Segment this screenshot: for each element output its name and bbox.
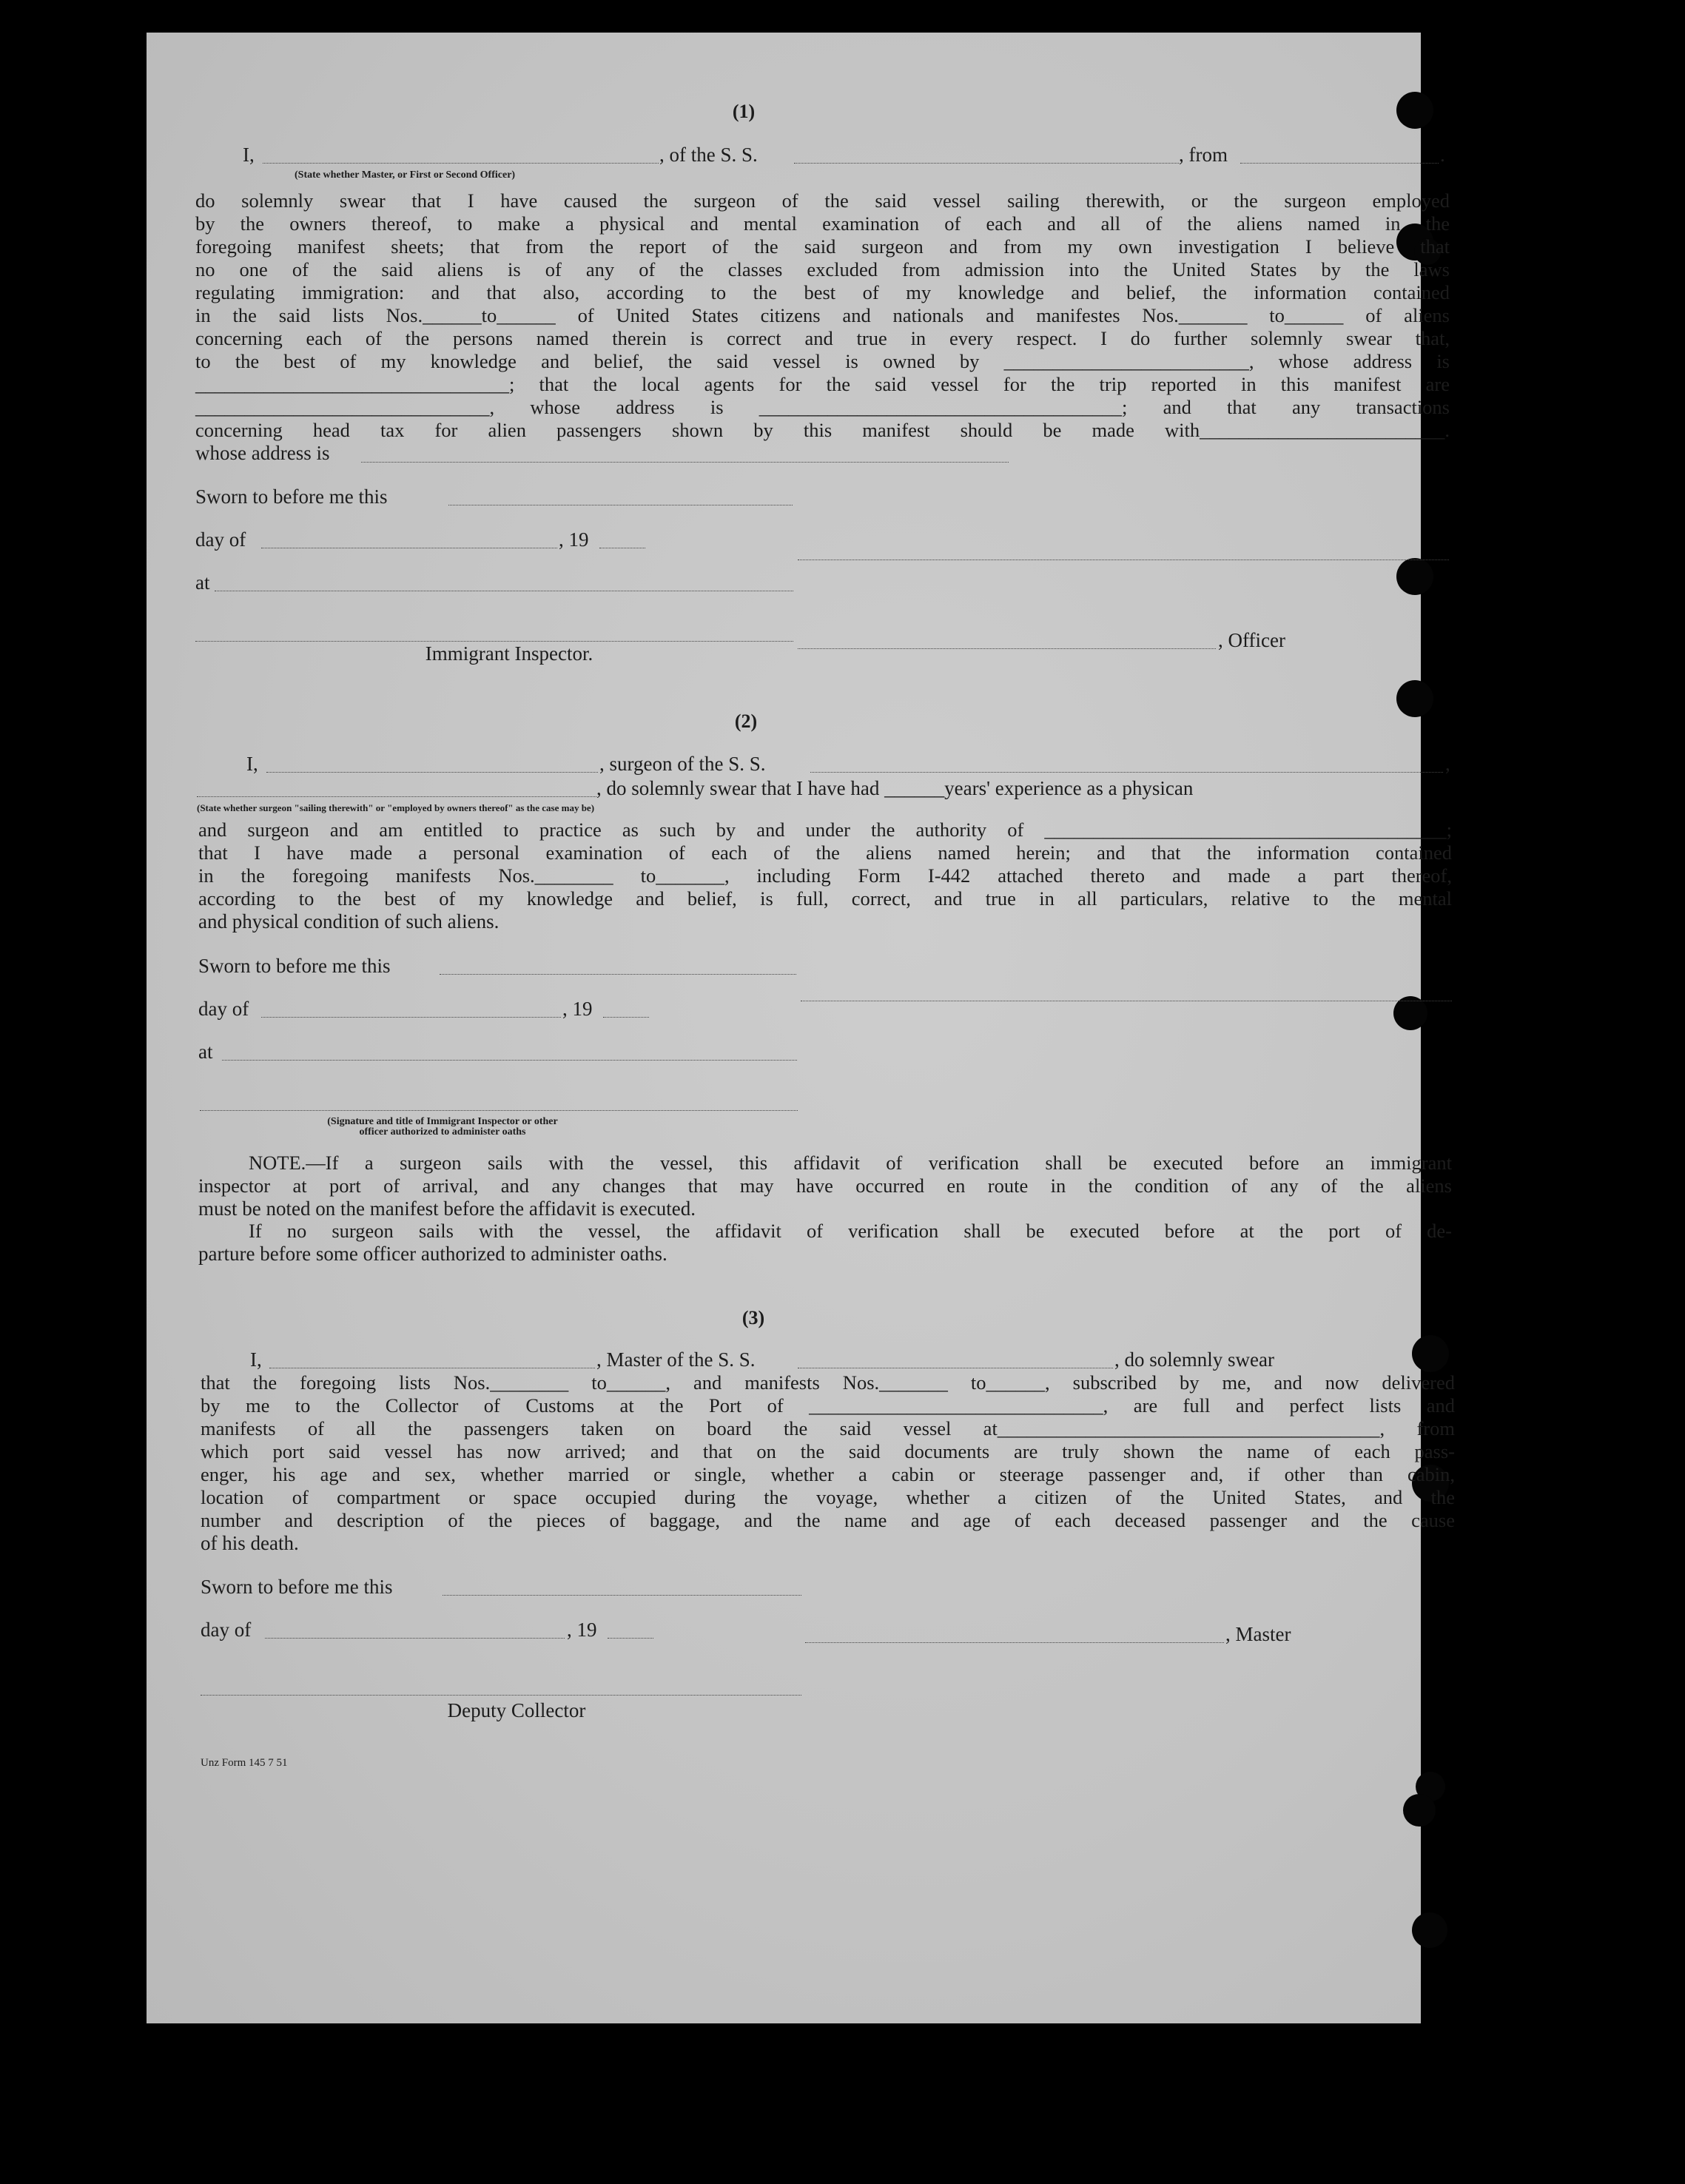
body-line: in the said lists Nos.______to______ of United States citizens and nationals and manifestes Nos._______ to______ of aliens — [195, 304, 1450, 326]
day-of-field — [261, 1017, 561, 1018]
note-paragraph-2 — [249, 1220, 1452, 1243]
body-line: enger, his age and sex, whether married or single, whether a cabin or steerage passenger and, if other than cabin, — [201, 1463, 1455, 1485]
form-number: Unz Form 145 7 51 — [201, 1757, 288, 1769]
body-line: number and description of the pieces of baggage, and the name and age of each deceased passenger and the cause — [201, 1509, 1455, 1531]
section-2-heading: (2) — [734, 710, 758, 732]
surgeon-of-label: , surgeon of the S. S. — [599, 753, 766, 775]
body-line: by the owners thereof, to make a physical and mental examination of each and all of the aliens named in the — [195, 212, 1450, 235]
body-line: location of compartment or space occupied during the voyage, whether a citizen of the United States, and the — [201, 1486, 1455, 1508]
inspector-signature-field — [200, 1110, 798, 1111]
from-port-field — [1240, 163, 1439, 164]
sworn-label: Sworn to before me this — [201, 1576, 393, 1598]
day-of-label: day of — [198, 998, 249, 1020]
sworn-date-field — [443, 1595, 801, 1596]
solemnly-swear-label: , do solemnly swear — [1114, 1348, 1274, 1371]
year-field — [603, 1017, 649, 1018]
punch-hole — [1396, 558, 1433, 595]
punch-hole — [1396, 680, 1433, 717]
body-line: concerning head tax for alien passengers shown by this manifest should be made with_________________________. — [195, 419, 1450, 441]
punch-hole — [1412, 1335, 1449, 1372]
body-line: do solemnly swear that I have caused the surgeon of the said vessel sailing therewith, or the surgeon employed — [195, 189, 1450, 212]
note-line: inspector at port of arrival, and any changes that may have occurred en route in the condition of any of the aliens — [198, 1175, 1452, 1197]
sworn-label: Sworn to before me this — [198, 955, 391, 977]
master-signature-field — [805, 1642, 1224, 1643]
section-3-body — [201, 1371, 1455, 1532]
experience-line: , do solemnly swear that I have had ______years' experience as a physican — [596, 777, 1194, 799]
manifest-affidavit-page — [147, 33, 1455, 2023]
officer-label: , Officer — [1218, 629, 1285, 651]
pronoun-i: I, — [250, 1348, 262, 1371]
body-line: according to the best of my knowledge and belief, is full, correct, and true in all particulars, relative to the mental — [198, 887, 1452, 910]
master-of-label: , Master of the S. S. — [596, 1348, 756, 1371]
line-period: . — [1440, 144, 1445, 166]
body-line: that I have made a personal examination of each of the aliens named herein; and that the information contained — [198, 841, 1452, 864]
note-paragraph-1 — [198, 1152, 1452, 1197]
pronoun-i: I, — [246, 753, 258, 775]
section-2-body — [198, 819, 1452, 910]
surgeon-status-note: (State whether surgeon "sailing therewith" or "employed by owners thereof" as the case may be) — [197, 802, 595, 813]
line-comma: , — [1445, 753, 1450, 775]
master-label: , Master — [1225, 1623, 1291, 1645]
vessel-name-field — [794, 163, 1179, 164]
at-place-field — [222, 1060, 797, 1061]
from-label: , from — [1179, 144, 1228, 166]
note-line: parture before some officer authorized to administer oaths. — [198, 1243, 667, 1265]
signature-note: officer authorized to administer oaths — [359, 1126, 526, 1138]
surgeon-status-field — [197, 796, 596, 797]
day-of-field — [265, 1638, 565, 1639]
sworn-label: Sworn to before me this — [195, 485, 388, 508]
collector-signature-field — [201, 1695, 801, 1696]
body-line: that the foregoing lists Nos.________ to______, and manifests Nos._______ to______, subscribed by me, and now delivered — [201, 1371, 1455, 1394]
section-1-body — [195, 189, 1450, 442]
agent-address-field — [361, 462, 1009, 463]
note-line: NOTE.—If a surgeon sails with the vessel, this affidavit of verification shall be executed before an immigrant — [249, 1152, 1452, 1174]
body-last-line: and physical condition of such aliens. — [198, 910, 500, 933]
punch-hole — [1412, 1912, 1447, 1948]
day-of-label: day of — [201, 1619, 252, 1641]
body-line: which port said vessel has now arrived; and that on the said documents are truly shown the name of each pass- — [201, 1440, 1455, 1462]
officer-title-field — [798, 648, 1216, 649]
inspector-signature-field — [195, 641, 793, 642]
body-line: by me to the Collector of Customs at the Port of ______________________________, are full and perfect lists and — [201, 1394, 1455, 1417]
at-label: at — [198, 1041, 213, 1063]
section-3-heading: (3) — [741, 1307, 765, 1328]
sworn-date-field — [440, 974, 796, 975]
year-field — [608, 1638, 653, 1639]
inspector-label: Immigrant Inspector. — [425, 642, 593, 665]
of-the-ss-label: , of the S. S. — [659, 144, 758, 166]
body-line: no one of the said aliens is of any of the classes excluded from admission into the United States by the laws — [195, 258, 1450, 280]
body-last-line: of his death. — [201, 1532, 299, 1554]
at-label: at — [195, 571, 210, 594]
body-line: ______________________________, whose address is _____________________________________; and that any transactions — [195, 396, 1450, 418]
pronoun-i: I, — [243, 144, 255, 166]
punch-hole — [1403, 1794, 1436, 1827]
deputy-collector-label: Deputy Collector — [447, 1699, 586, 1721]
year-label: , 19 — [559, 528, 589, 551]
officer-name-field — [263, 163, 659, 164]
surgeon-name-field — [266, 772, 598, 773]
year-label: , 19 — [567, 1619, 597, 1641]
body-line: to the best of my knowledge and belief, the said vessel is owned by _________________________, whose address is — [195, 350, 1450, 372]
signature-note: (Signature and title of Immigrant Inspector or other — [327, 1116, 558, 1127]
note-line: If no surgeon sails with the vessel, the affidavit of verification shall be executed before at the port of de- — [249, 1220, 1452, 1242]
body-line: and surgeon and am entitled to practice as such by and under the authority of _________________________________________; — [198, 819, 1452, 841]
body-line: concerning each of the persons named therein is correct and true in every respect. I do further solemnly swear that, — [195, 327, 1450, 349]
day-of-label: day of — [195, 528, 246, 551]
vessel-name-field — [810, 772, 1443, 773]
year-label: , 19 — [562, 998, 593, 1020]
officer-rank-note: (State whether Master, or First or Second Officer) — [295, 169, 516, 181]
body-line: manifests of all the passengers taken on board the said vessel at_______________________________________, from — [201, 1417, 1455, 1439]
body-line: ________________________________; that the local agents for the said vessel for the trip reported in this manifest are — [195, 373, 1450, 395]
whose-address-label: whose address is — [195, 442, 330, 464]
body-line: regulating immigration: and that also, according to the best of my knowledge and belief, the information contained — [195, 281, 1450, 303]
punch-hole — [1396, 92, 1433, 129]
section-1-heading: (1) — [732, 101, 756, 122]
note-line: must be noted on the manifest before the affidavit is executed. — [198, 1197, 696, 1220]
body-line: foregoing manifest sheets; that from the report of the said surgeon and from my own investigation I believe that — [195, 235, 1450, 258]
body-line: in the foregoing manifests Nos.________ to_______, including Form I-442 attached thereto and made a part thereof, — [198, 864, 1452, 887]
